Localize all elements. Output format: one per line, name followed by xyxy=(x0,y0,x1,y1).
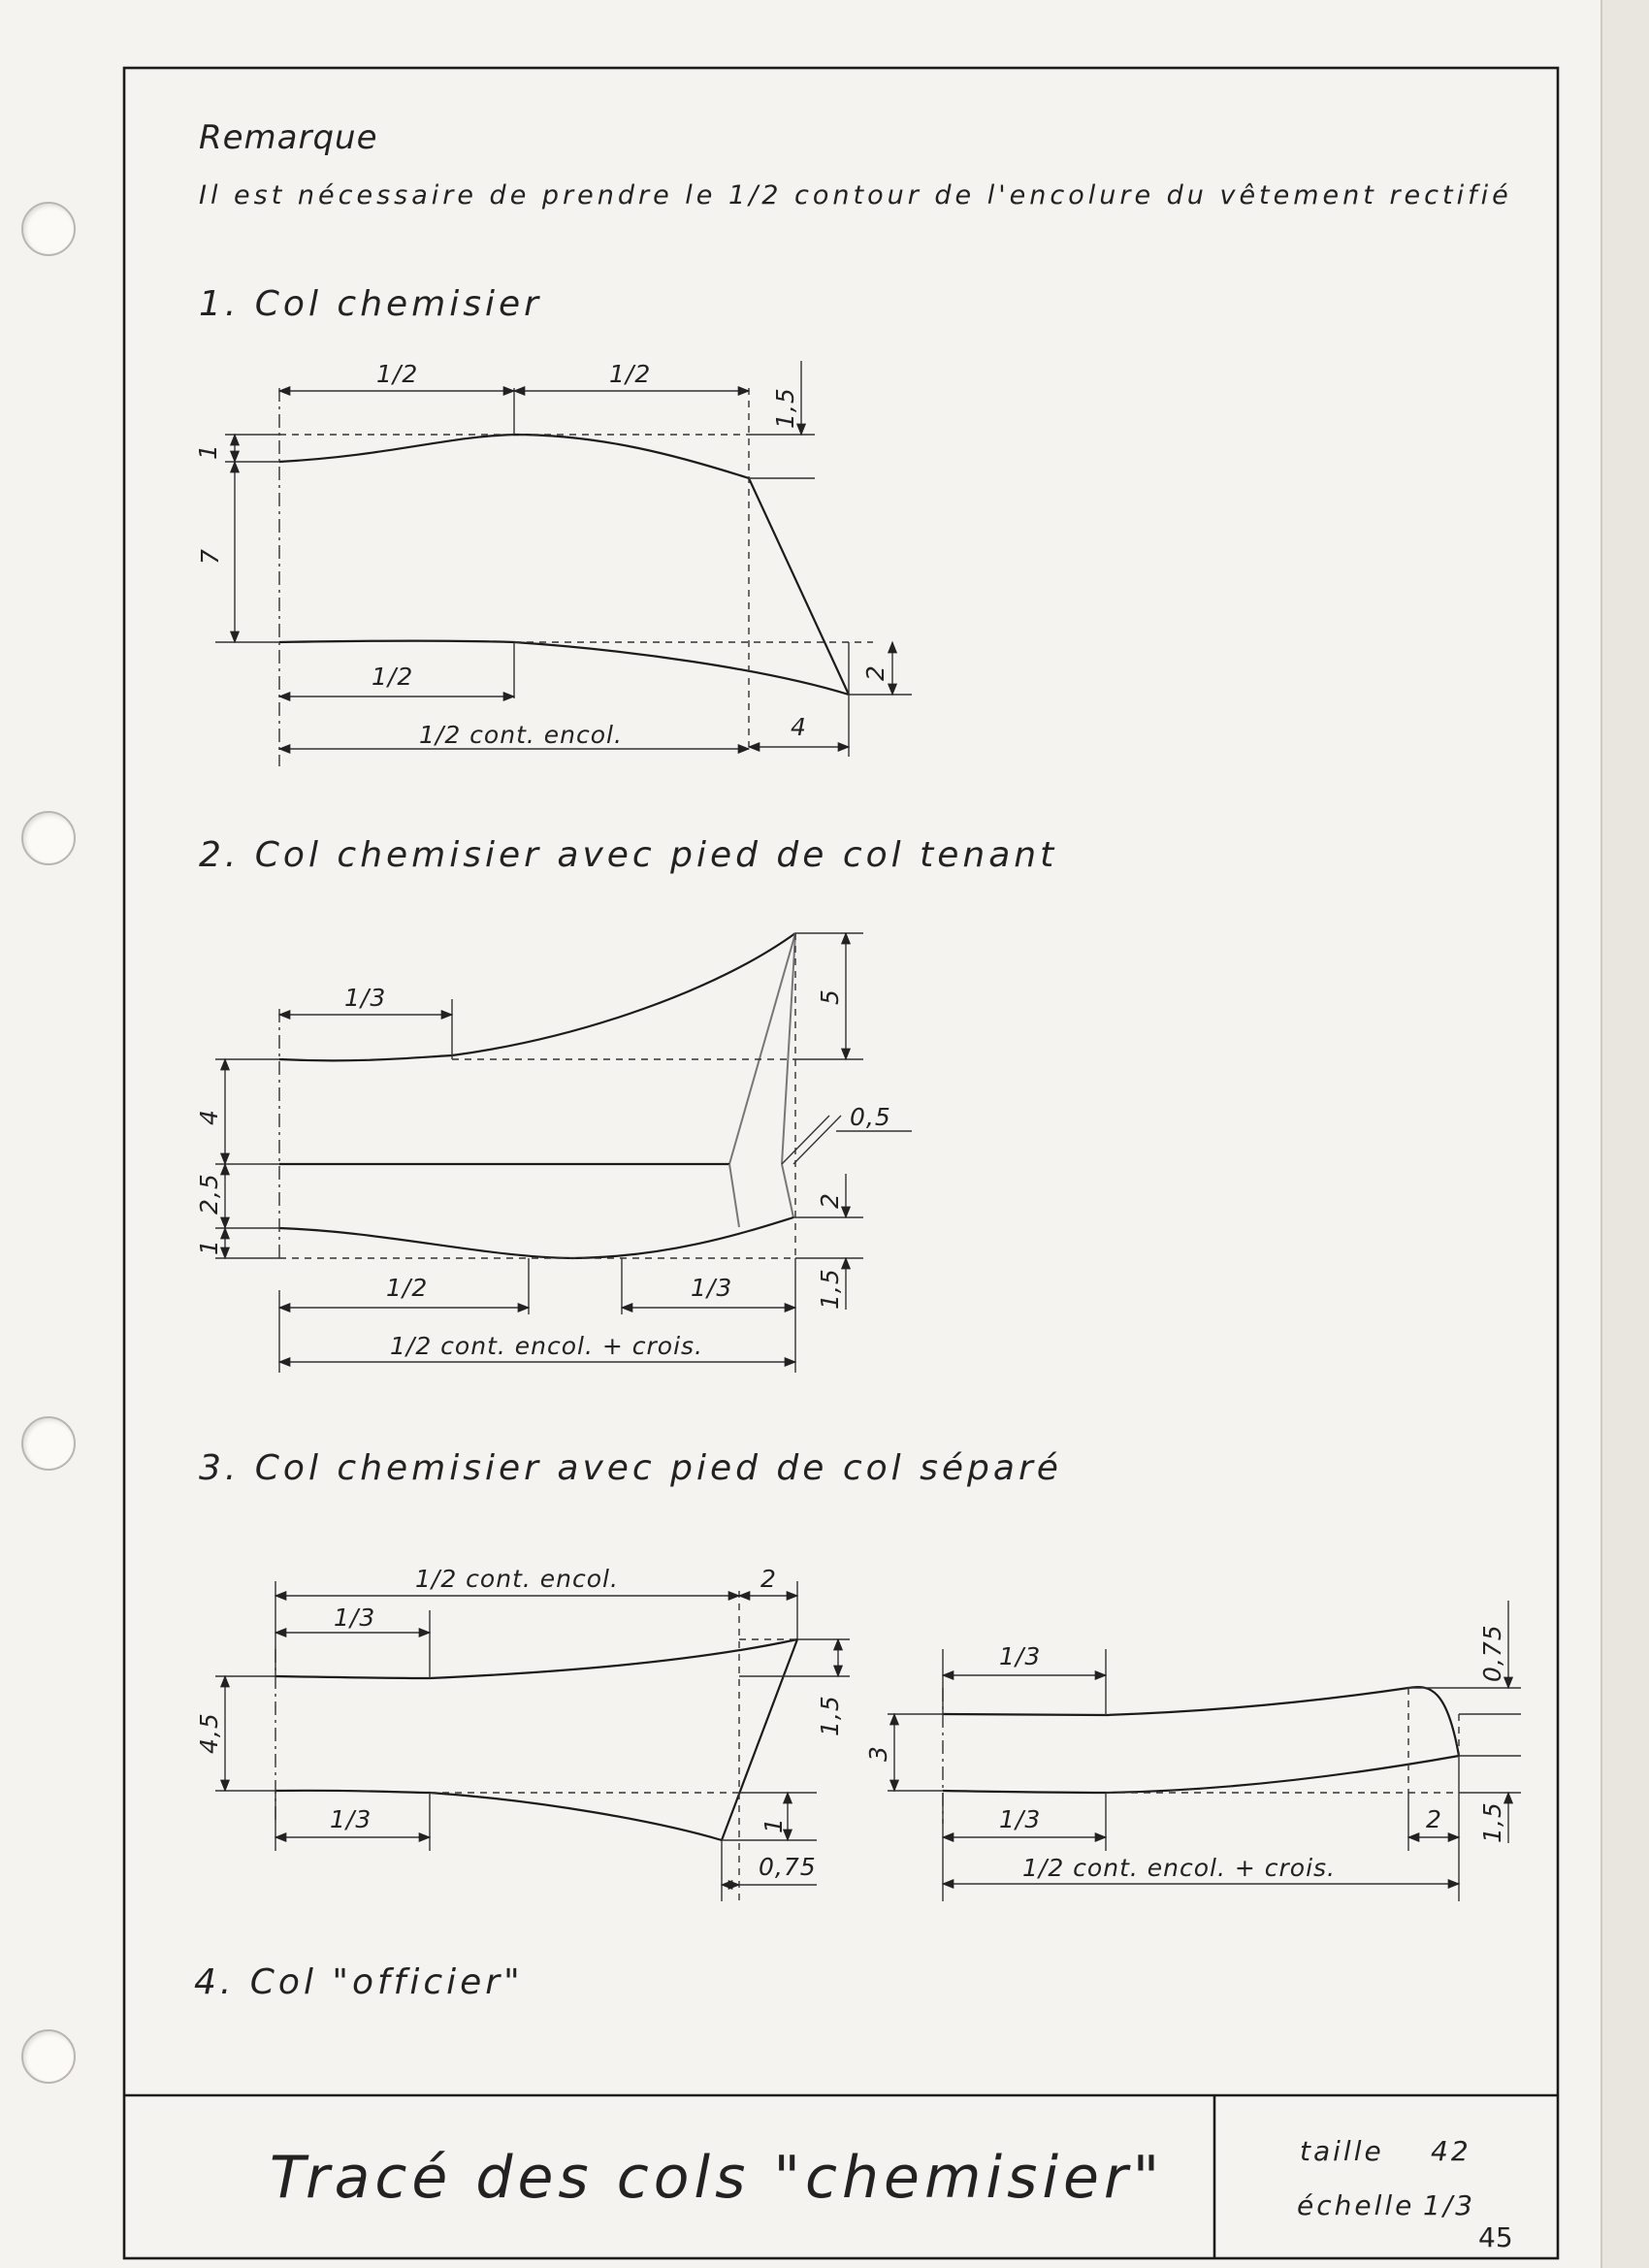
scale-label: échelle xyxy=(1297,2189,1415,2221)
dim-right-rise: 1,5 xyxy=(771,387,799,429)
dim-bottom-total: 1/2 cont. encol. xyxy=(419,721,623,749)
dim-left-height: 7 xyxy=(196,548,224,565)
section-2-heading: 2. Col chemisier avec pied de col tenant xyxy=(199,835,1058,875)
collar-point-line xyxy=(749,478,849,695)
neckline-curve xyxy=(279,1217,793,1258)
dim-end-rise: 1,5 xyxy=(816,1268,844,1310)
dim-bottom-half: 1/2 xyxy=(372,663,414,691)
dim-point-rise: 5 xyxy=(816,988,844,1005)
dim-height: 4,5 xyxy=(195,1712,223,1754)
collar-point-line xyxy=(722,1639,797,1840)
stand-top-curve xyxy=(943,1688,1408,1715)
dim-bottom-third: 1/3 xyxy=(691,1274,733,1302)
dim-left-small: 1 xyxy=(194,443,222,460)
dim-top-total: 1/2 cont. encol. xyxy=(415,1565,619,1593)
dim-top-third: 1/3 xyxy=(999,1642,1042,1670)
size-value: 42 xyxy=(1431,2135,1471,2167)
section-1-heading: 1. Col chemisier xyxy=(199,284,542,324)
dim-right-rise: 1,5 xyxy=(816,1695,844,1736)
dim-top-ext: 2 xyxy=(760,1565,777,1593)
dim-bottom-offset: 0,75 xyxy=(759,1853,817,1881)
dim-top-third: 1/3 xyxy=(344,984,387,1012)
stand-neckline-curve xyxy=(943,1756,1459,1793)
dim-bottom-total: 1/2 cont. encol. + crois. xyxy=(390,1332,703,1360)
diagram-col-pied-separe-stand xyxy=(864,1601,1521,1901)
dim-bottom-drop: 1 xyxy=(760,1817,788,1833)
dim-point-ext: 4 xyxy=(791,713,807,741)
diagram-col-pied-tenant xyxy=(195,933,912,1373)
dim-right-top: 0,75 xyxy=(1478,1624,1506,1682)
collar-top-curve xyxy=(279,435,749,478)
dim-top-right: 1/2 xyxy=(609,360,652,388)
dim-stand-end: 2 xyxy=(816,1192,844,1209)
dim-bottom-third: 1/3 xyxy=(330,1805,372,1833)
dim-top-left: 1/2 xyxy=(376,360,419,388)
stand-end-curve xyxy=(1408,1687,1459,1756)
diagram-col-chemisier xyxy=(194,360,912,766)
remark-title: Remarque xyxy=(199,118,378,157)
dim-end: 2 xyxy=(1426,1805,1442,1833)
dim-height: 3 xyxy=(864,1745,892,1762)
dim-gap: 0,5 xyxy=(850,1103,891,1131)
section-4-heading: 4. Col "officier" xyxy=(194,1962,524,2002)
section-3-heading: 3. Col chemisier avec pied de col séparé xyxy=(199,1448,1062,1488)
dim-bottom-third: 1/3 xyxy=(999,1805,1042,1833)
dim-top-third: 1/3 xyxy=(334,1604,376,1632)
collar-top-curve xyxy=(275,1639,797,1678)
sheet-title: Tracé des cols "chemisier" xyxy=(270,2144,1165,2212)
remark-text: Il est nécessaire de prendre le 1/2 contour de l'encolure du vêtement rectifié xyxy=(199,180,1512,211)
scale-value: 1/3 xyxy=(1423,2189,1476,2221)
dim-point-drop: 2 xyxy=(861,664,889,681)
dim-bottom-half: 1/2 xyxy=(386,1274,429,1302)
collar-neckline-curve xyxy=(279,641,849,696)
dim-upper-height: 4 xyxy=(195,1109,223,1125)
dim-stand-height: 2,5 xyxy=(195,1173,223,1215)
size-label: taille xyxy=(1300,2135,1384,2167)
dim-right-rise: 1,5 xyxy=(1478,1801,1506,1843)
dim-bottom-total: 1/2 cont. encol. + crois. xyxy=(1022,1854,1336,1882)
page-number: 45 xyxy=(1478,2221,1513,2253)
dim-stand-small: 1 xyxy=(195,1239,223,1255)
diagram-col-pied-separe-collar xyxy=(195,1565,850,1901)
